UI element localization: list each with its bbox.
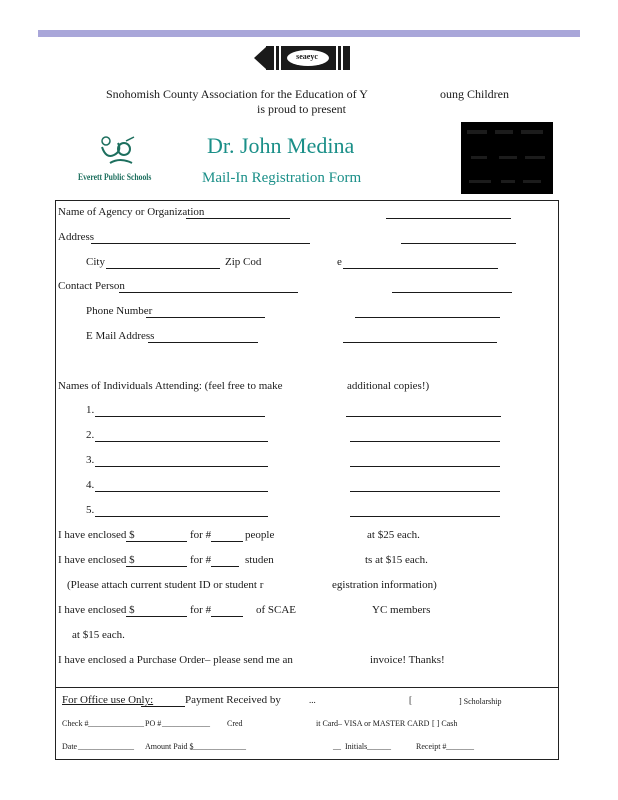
students-count-field[interactable] (211, 566, 239, 567)
people-count-field[interactable] (211, 541, 243, 542)
address-label: Address (58, 231, 95, 243)
attendee-2-field-extra[interactable] (350, 441, 500, 442)
attendee-number: 5. (86, 504, 95, 516)
initials-field-b[interactable]: ______ (367, 742, 391, 751)
org-name-part-2: oung Children (440, 87, 509, 101)
attendee-5-field-extra[interactable] (350, 516, 500, 517)
attendee-5-field[interactable] (95, 516, 268, 517)
district-logo-text: Everett Public Schools (78, 172, 152, 182)
payment-received-label: Payment Received by (185, 694, 281, 706)
attendee-4-field[interactable] (95, 491, 268, 492)
people-count-label: for # (190, 529, 212, 541)
student-note-part-1: (Please attach current student ID or student r (67, 579, 264, 591)
cash-checkbox[interactable]: [ ] Cash (432, 719, 458, 728)
speaker-name: Dr. John Medina (207, 133, 355, 158)
amount-paid-label: Amount Paid $ (145, 742, 194, 751)
student-note-part-2: egistration information) (332, 579, 437, 591)
students-amount-field[interactable] (126, 566, 187, 567)
enclosed-students-label: I have enclosed $ (58, 554, 135, 566)
receipt-label: Receipt # (416, 742, 447, 751)
attendee-2-field[interactable] (95, 441, 268, 442)
contact-label: Contact Person (58, 280, 125, 292)
scholarship-label: ] Scholarship (459, 697, 502, 706)
names-label: Names of Individuals Attending: (feel free to make (58, 380, 283, 392)
present-line: is proud to present (257, 102, 346, 116)
names-label-tail: additional copies!) (347, 380, 430, 392)
email-field[interactable] (148, 342, 258, 343)
attendee-number: 4. (86, 479, 95, 491)
amount-paid-field[interactable]: ______________ (190, 742, 246, 751)
students-unit-label: studen (245, 554, 274, 566)
address-field[interactable] (91, 243, 310, 244)
attendee-1-field-extra[interactable] (346, 416, 501, 417)
students-count-label: for # (190, 554, 212, 566)
crayon-logo-text: seaeyc (296, 52, 318, 61)
people-price-label: at $25 each. (367, 529, 420, 541)
date-field[interactable]: ______________ (78, 742, 134, 751)
zip-label: Zip Cod (225, 256, 262, 268)
date-label: Date (62, 742, 78, 751)
office-section-divider (55, 687, 559, 688)
credit-label-part-2: it Card– VISA or MASTER CARD (316, 719, 430, 728)
people-amount-field[interactable] (126, 541, 187, 542)
check-number-field[interactable]: ______________ (88, 719, 144, 728)
po-number-field[interactable]: ____________ (162, 719, 210, 728)
po-number-label: PO # (145, 719, 162, 728)
form-title: Mail-In Registration Form (202, 170, 362, 186)
members-count-field[interactable] (211, 616, 243, 617)
address-field-extra[interactable] (401, 243, 516, 244)
phone-field-extra[interactable] (355, 317, 500, 318)
members-price-label: at $15 each. (72, 629, 125, 641)
attendee-3-field[interactable] (95, 466, 268, 467)
enclosed-members-label: I have enclosed $ (58, 604, 135, 616)
members-count-label: for # (190, 604, 212, 616)
enclosed-people-label: I have enclosed $ (58, 529, 135, 541)
members-amount-field[interactable] (126, 616, 187, 617)
people-unit-label: people (245, 529, 275, 541)
office-use-title: For Office use Only: (62, 694, 154, 706)
contact-field-extra[interactable] (392, 292, 512, 293)
purchase-order-label-tail: invoice! Thanks! (370, 654, 445, 666)
credit-label-part-1: Cred (227, 719, 243, 728)
agency-field-extra[interactable] (386, 218, 511, 219)
zip-field[interactable] (343, 268, 498, 269)
purchase-order-label: I have enclosed a Purchase Order– please send me an (58, 654, 293, 666)
phone-field[interactable] (146, 317, 265, 318)
email-field-extra[interactable] (343, 342, 497, 343)
attendee-3-field-extra[interactable] (350, 466, 500, 467)
agency-label: Name of Agency or Organization (58, 206, 205, 218)
attendee-number: 2. (86, 429, 95, 441)
speaker-photo (461, 122, 553, 194)
city-field[interactable] (106, 268, 220, 269)
scholarship-checkbox[interactable]: [ (409, 695, 412, 705)
payment-dots: ... (309, 695, 316, 705)
city-label: City (86, 256, 105, 268)
agency-field[interactable] (186, 218, 290, 219)
header-color-bar (38, 30, 580, 37)
receipt-field[interactable]: _______ (446, 742, 474, 751)
district-logo-icon (96, 133, 140, 169)
org-name-part-1: Snohomish County Association for the Education of Y (106, 87, 368, 101)
initials-label: Initials (345, 742, 368, 751)
attendee-number: 3. (86, 454, 95, 466)
attendee-1-field[interactable] (95, 416, 265, 417)
office-title-line (141, 706, 185, 707)
students-price-label: ts at $15 each. (365, 554, 428, 566)
email-label: E Mail Address (86, 330, 155, 342)
zip-label-tail: e (337, 256, 342, 268)
attendee-number: 1. (86, 404, 95, 416)
contact-field[interactable] (119, 292, 298, 293)
phone-label: Phone Number (86, 305, 153, 317)
members-org-label-tail: YC members (372, 604, 431, 616)
initials-field-a[interactable]: __ (333, 742, 341, 751)
registration-form-box (55, 200, 559, 760)
members-org-label: of SCAE (256, 604, 297, 616)
attendee-4-field-extra[interactable] (350, 491, 500, 492)
check-number-label: Check # (62, 719, 89, 728)
